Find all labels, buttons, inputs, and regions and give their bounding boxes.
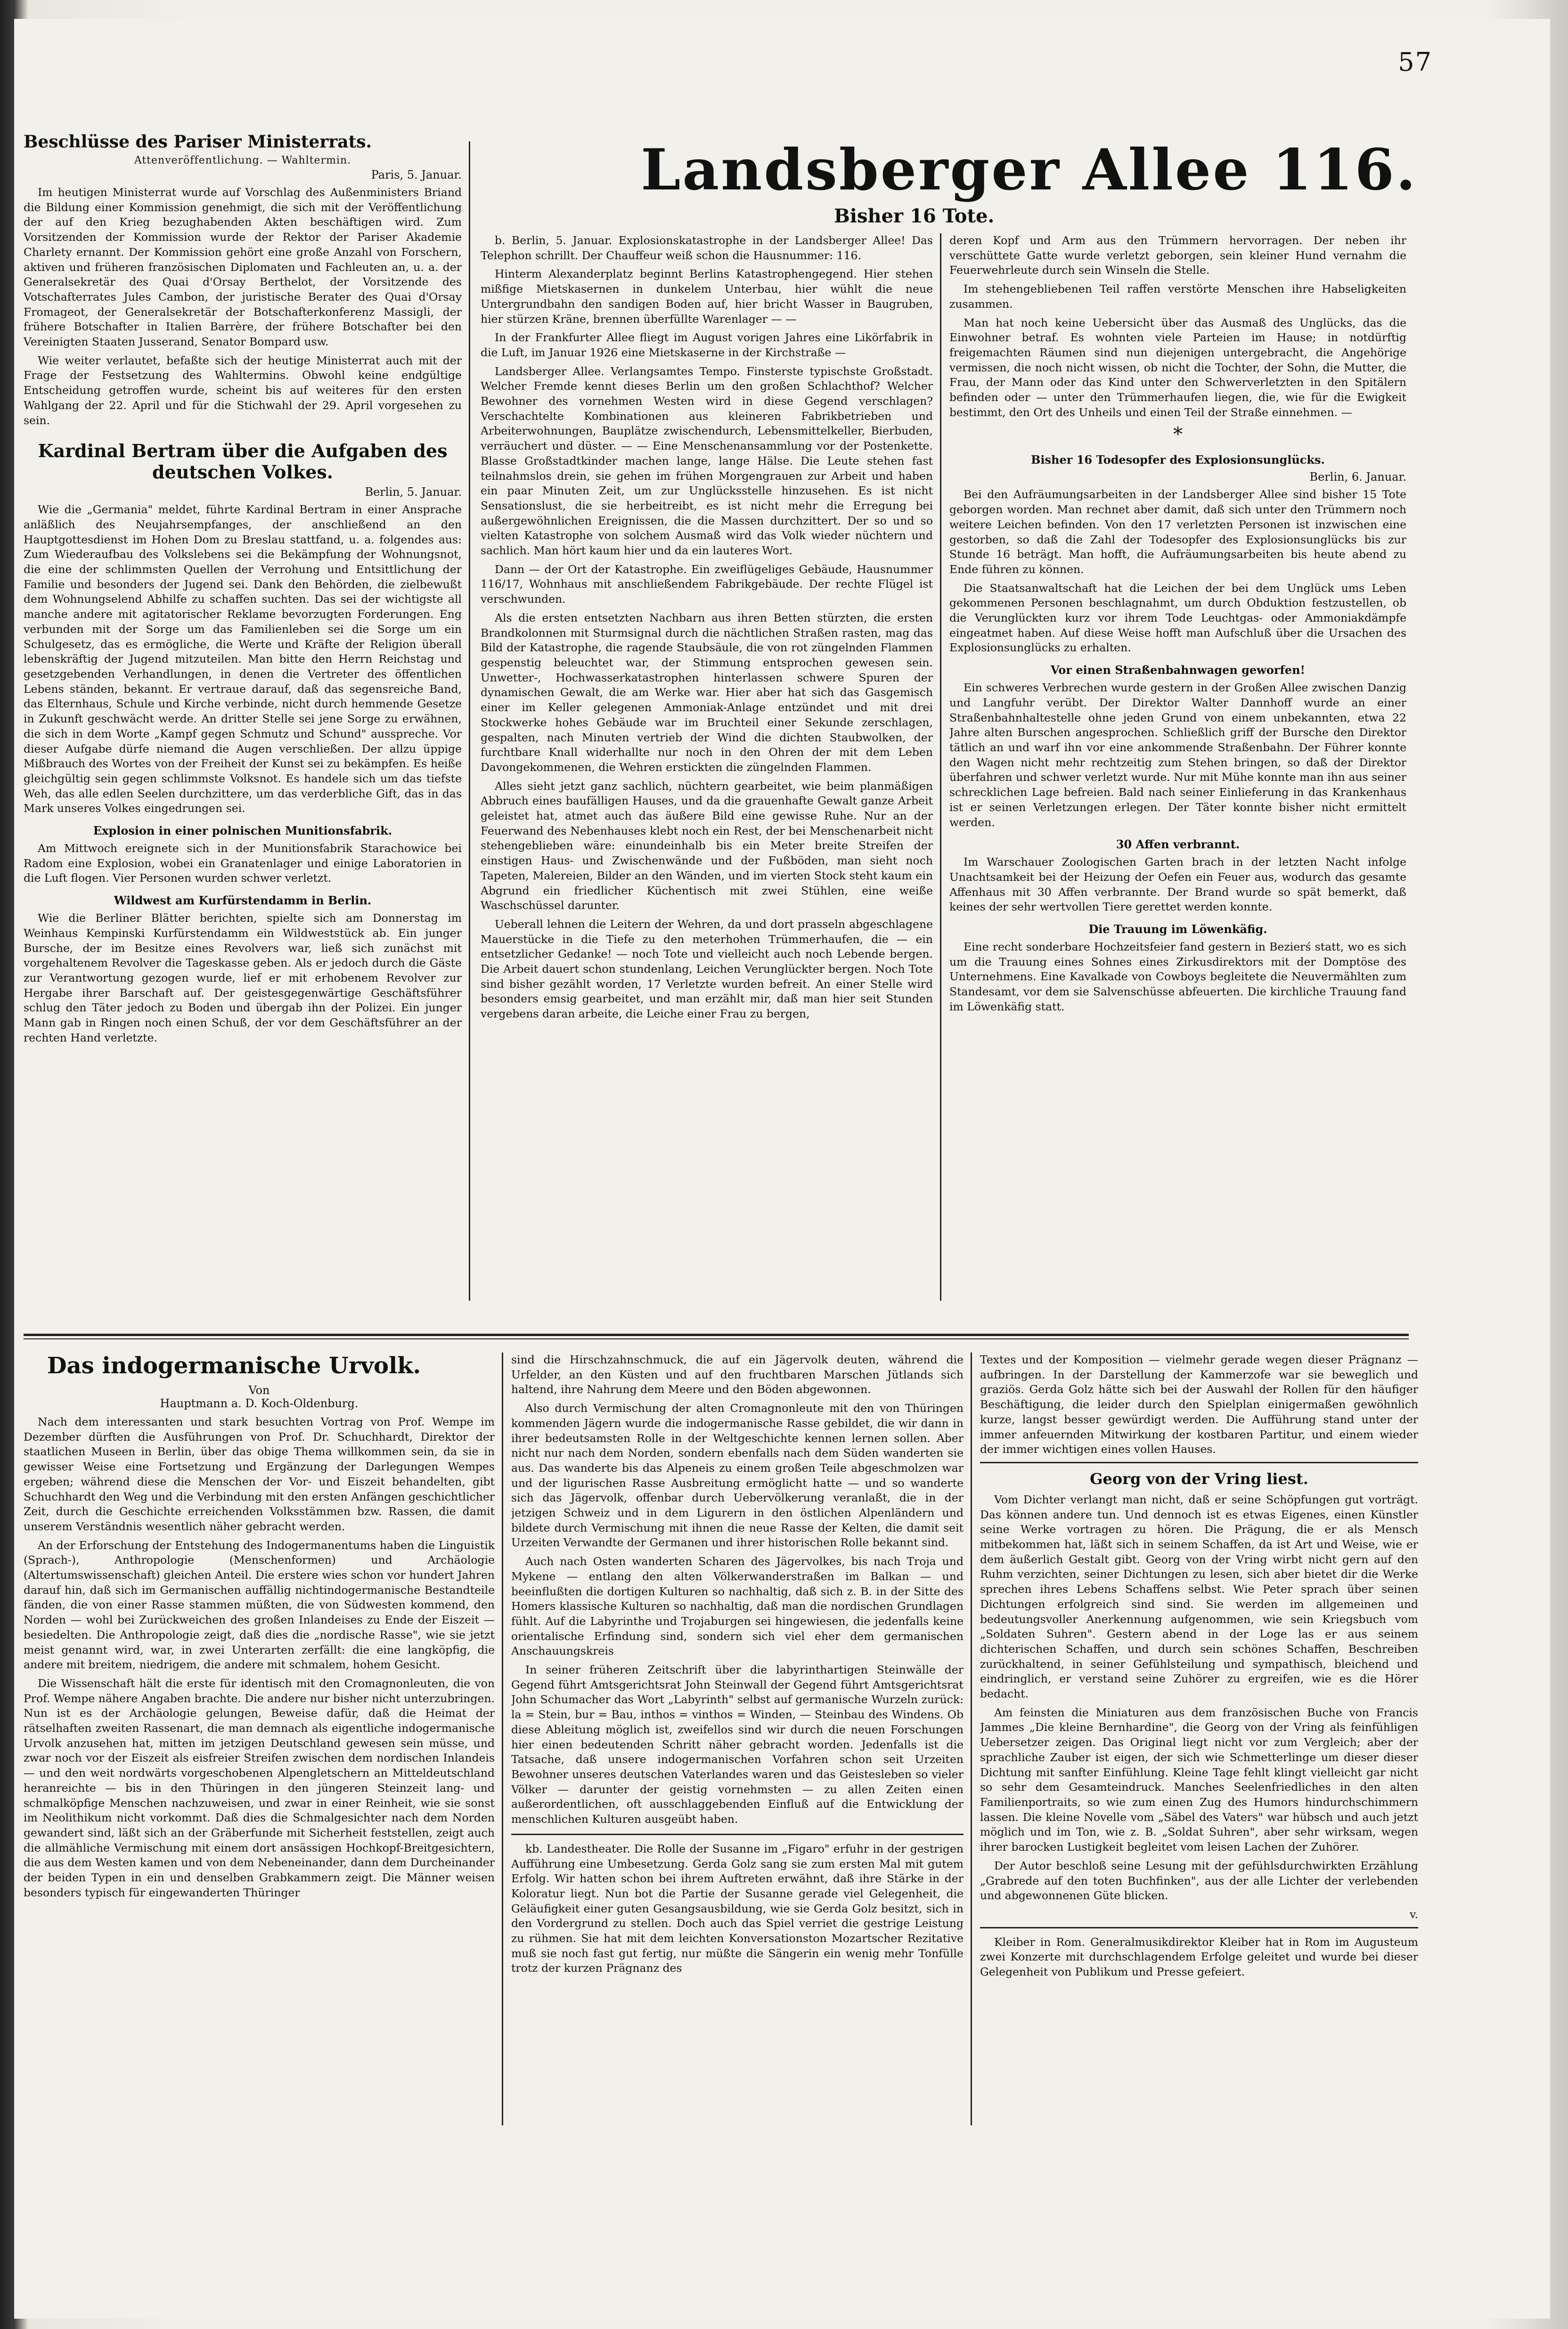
paragraph: Hinterm Alexanderplatz beginnt Berlins Katastrophengegend. Hier stehen mißfige Mietskasernen in dunkelem Unterbau, hier wühlt die neue Untergrundbahn den sandigen Boden auf, hier bricht Wasser in Baugruben, hier stürzen Kräne, brennen überfüllte Warenlager — — <box>481 267 933 326</box>
paragraph: Auch nach Osten wanderten Scharen des Jägervolkes, bis nach Troja und Mykene — entlang den alten Völkerwanderstraßen im Balkan — und beeinflußten die dortigen Kulturen so nachhaltig, daß sich z. B. in der Sitte des Homers klassische Kulturen so nachhaltig, daß man die nordischen Grundlagen fühlt. Auf die Labyrinthe und Trojaburgen sei hingewiesen, die jedenfalls keine orientalische Erfindung sind, sondern sich viel eher dem germanischen Anschauungskreis <box>511 1555 964 1658</box>
paragraph: Die Wissenschaft hält die erste für identisch mit den Cromagnonleuten, die von Prof. Wempe nähere Angaben brachte. Die andere nur bisher nicht unterzubringen. Nun ist es der Archäologie gelungen, Beweise dafür, daß die Heimat der rätselhaften zweiten Rassenart, die man demnach als eigentliche indogermanische Urvolk anzusehen hat, mitten im jetzigen Deutschland gewesen sein müsse, und zwar noch vor der Eiszeit als eisfreier Streifen zwischen dem nordischen Inlandeis — und den weit nordwärts vorgeschobenen Alpengletschern an Mitteldeutschland heranreichte — bis in den Thüringen in den jüngeren Steinzeit lang- und schmalköpfige Menschen nachzuweisen, und zwar in einer Reinheit, wie sie sonst im Neolithikum nicht vorkommt. Daß dies die Schmalgesichter nach dem Norden gewandert sind, läßt sich an der Gräberfunde mit Sicherheit feststellen, zeigt auch die allmähliche Vermischung mit einem dort ansässigen Hochkopf-Breitgesichtern, die aus dem Westen kamen und von dem Nebeneinander, dann dem Durcheinander der beiden Typen in ein und denselben Grabkammern zeigt. Die Männer weisen besonders typisch für eingewanderten Thüringer <box>24 1676 495 1899</box>
section-divider <box>24 1338 1409 1339</box>
article-title-trauung: Die Trauung im Löwenkäfig. <box>1088 922 1267 936</box>
paragraph: Landsberger Allee. Verlangsamtes Tempo. Finsterste typischste Großstadt. Welcher Fremde kennt dieses Berlin um den großen Schlachthof? Welcher Bewohner des vornehmen Westen wird in diese Gegend verschlagen? Verschachtelte Kombinationen aus kleineren Fabrikbetrieben und Arbeiterwohnungen, Bauplätze zwischendurch, Lebensmittelkeller, Bierbuden, verräuchert und düster. — — Eine Menschenansammlung vor der Postenkette. Blasse Großstadtkinder machen lange, lange Hälse. Die Leute stehen fast teilnahmslos drein, sie gehen im frühen Morgengrauen zur Arbeit und haben ein paar Minuten Zeit, um zur Unglücksstelle hinzusehen. Es ist nicht Sensationslust, die sie herbeitreibt, es ist nicht mehr die Erregung bei außergewöhnlichen Ereignissen, die die Massen durchzittert. Der so und so vielten Katastrophe von solchem Ausmaß wird das Volk wieder nüchtern und sachlich. Man hört kaum hier und da ein lauteres Wort. <box>481 364 933 558</box>
paragraph: Also durch Vermischung der alten Cromagnonleute mit den von Thüringen kommenden Jägern wurde die indogermanische Rasse gebildet, die wir dann in ihrer bedeutsamsten Rolle in der Weltgeschichte kennen lernen sollen. Aber nicht nur nach dem Norden, sondern ebenfalls nach dem Süden wanderten sie aus. Das wanderte bis das Alpeneis zu einem großen Teile abgeschmolzen war und der ligurischen Rasse Ausbreitung ermöglicht hatte — und so wanderte sich das Jägervolk, offenbar durch Uebervölkerung veranlaßt, die in der jetzigen Schweiz und in dem Ligurern in den östlichen Alpenländern und bildete durch Vermischung mit ihnen die neue Rasse der Kelten, die damit seit Urzeiten Verwandte der Germanen und ihrer historischen Rolle bekannt sind. <box>511 1402 964 1550</box>
paragraph: Wie die Berliner Blätter berichten, spielte sich am Donnerstag im Weinhaus Kempinski Kurfürstendamm ein Wildweststück ab. Ein junger Bursche, der im Besitze eines Revolvers war, ließ sich zunächst mit vorgehaltenem Revolver die Tageskasse geben. Als er jedoch durch die Gäste zur Verantwortung gezogen wurde, lief er mit erhobenem Revolver zur Hergabe ihrer Barschaft auf. Der geistesgegenwärtige Geschäftsführer schlug den Täter jedoch zu Boden und übergab ihn der Polizei. Ein junger Mann gab in Ringen noch einen Schuß, der vor dem Geschäftsführer an der rechten Hand verletzte. <box>24 911 462 1044</box>
dateline-berlin: Berlin, 5. Januar. <box>365 485 462 499</box>
article-separator <box>980 1462 1418 1463</box>
paragraph: Der Autor beschloß seine Lesung mit der gefühlsdurchwirkten Erzählung „Grabrede auf den toten Buchfinken", aus der alle Lichter der verlebenden und abgewonnenen Güte blicken. <box>980 1859 1418 1903</box>
paragraph: Ein schweres Verbrechen wurde gestern in der Großen Allee zwischen Danzig und Langfuhr verübt. Der Direktor Walter Dannhoff wurde an einer Straßenbahnhaltestelle ohne jeden Grund von einem unbekannten, etwa 22 Jahre alten Burschen angesprochen. Schließlich griff der Bursche den Direktor tätlich an und warf ihn vor eine ankommende Straßenbahn. Der Führer konnte den Wagen nicht mehr rechtzeitig zum Stehen bringen, so daß der Direktor überfahren und schwer verletzt wurde. Nur mit Mühe konnte man ihn aus seiner schrecklichen Lage befreien. Bald nach seiner Einlieferung in das Krankenhaus ist er seinen Verletzungen erlegen. Der Täter konnte bisher nicht ermittelt werden. <box>949 681 1406 829</box>
paragraph: Wie die „Germania" meldet, führte Kardinal Bertram in einer Ansprache anläßlich des Neujahrsempfanges, der anschließend an den Hauptgottesdienst im Hohen Dom zu Breslau stattfand, u. a. folgendes aus: Zum Wiederaufbau des Volkslebens sei die Bekämpfung der Wohnungsnot, die eine der schlimmsten Quellen der Verrohung und Entsittlichung der Familie und besonders der Jugend sei. Dank den Behörden, die zielbewußt dem Wohnungselend Abhilfe zu schaffen suchten. Das sei der wichtigste all manche andere mit agitatorischer Reklame bevorzugten Forderungen. Eng verbunden mit der Sorge um das Familienleben sei die Sorge um ein Schulgesetz, das es ermögliche, die Werte und Kräfte der Religion überall lebenskräftig der Jugend mitzuteilen. Man bitte den Herrn Reichstag und gesetzgebenden Verhandlungen, in denen die Vertreter des öffentlichen Lebens ständen, bekannt. Er vertraue darauf, daß das segensreiche Band, das Elternhaus, Schule und Kirche verbinde, nicht durch hemmende Gesetze in Zukunft geschwächt werde. An dritter Stelle sei jene Sorge zu erwähnen, die sich in dem Worte „Kampf gegen Schmutz und Schund" ausspreche. Vor dieser Aufgabe dürfe niemand die Augen verschließen. Der allzu üppige Mißbrauch des Wortes von der Freiheit der Kunst sei zu bekämpfen. Es heiße gleichgültig sein gegen schlimmste Volksnot. Es handele sich um das tiefste Weh, das alle edlen Seelen durchzittere, um das verderbliche Gift, das in das Mark unseres Volkes eingedrungen sei. <box>24 503 462 815</box>
paragraph: sind die Hirschzahnschmuck, die auf ein Jägervolk deuten, während die Urfelder, an den Küsten und auf den fruchtbaren Marschen Jütlands sich haltend, ihre Nahrung dem Meere und den Böden abgewonnen. <box>511 1353 964 1396</box>
paragraph: Man hat noch keine Uebersicht über das Ausmaß des Unglücks, das die Einwohner betraf. Es wohnten viele Parteien im Hause; in notdürftig freigemachten Räumen sind nun diejenigen untergebracht, die Angehörige vermissen, die noch nicht wissen, ob nicht die Tochter, der Sohn, die Mutter, die Frau, der Mann oder das Kind unter den Schwerverletzten in den Spitälern befinden oder — unter den Trümmerhaufen liegen, die, wie für die Ewigkeit bestimmt, den Ort des Unheils und einen Teil der Straße einnehmen. — <box>949 316 1406 419</box>
article-subtitle-ministerrat: Attenveröffentlichung. — Wahltermin. <box>134 155 351 166</box>
bottom-column-3 <box>980 1353 1418 2125</box>
paragraph: Kleiber in Rom. Generalmusikdirektor Kleiber hat in Rom im Augusteum zwei Konzerte mit durchschlagendem Erfolge geleitet und wurde bei dieser Gelegenheit von Publikum und Presse gefeiert. <box>980 1935 1418 1979</box>
dateline-berlin-6: Berlin, 6. Januar. <box>1309 470 1406 484</box>
paragraph: b. Berlin, 5. Januar. Explosionskatastrophe in der Landsberger Allee! Das Telephon schrillt. Der Chauffeur weiß schon die Hausnummer: 116. <box>481 234 933 262</box>
top-column-3 <box>949 233 1406 1301</box>
paragraph: Textes und der Komposition — vielmehr gerade wegen dieser Prägnanz — aufbringen. In der Darstellung der Kammerzofe war sie beweglich und graziös. Gerda Golz hätte sich bei der Auswahl der Rollen für den häufiger Beschäftigung, die leider durch den Spielplan einigermaßen gewöhnlich kurze, langst besser gewürdigt werden. Die Aufführung stand unter der immer anfeuernden Mitwirkung der kostbaren Partitur, und einem wieder der immer wichtigen eines vollen Hauses. <box>980 1353 1418 1456</box>
paragraph: Als die ersten entsetzten Nachbarn aus ihren Betten stürzten, die ersten Brandkolonnen mit Sturmsignal durch die nächtlichen Straßen rasten, mag das Bild der Katastrophe, die ragende Staubsäule, die von rot züngelnden Flammen gespenstig beleuchtet war, der Stimmung entsprochen gewesen sein. Unwetter-, Hochwasserkatastrophen hinterlassen schwere Spuren der dynamischen Gewalt, die am Werke war. Hier aber hat sich das Gasgemisch einer im Keller gelegenen Ammoniak-Anlage entzündet und mit drei Stockwerke hohes Gebäude war im Bruchteil einer Sekunde zerschlagen, gespalten, nach Minuten vertrieb der Wind die dichten Staubwolken, der furchtbare Knall widerhallte nur noch in den Ohren der mit dem Leben Davongekommenen, die Wehren erstickten die züngelnden Flammen. <box>481 611 933 774</box>
paragraph: Bei den Aufräumungsarbeiten in der Landsberger Allee sind bisher 15 Tote geborgen worden. Man rechnet aber damit, daß sich unter den Trümmern noch weitere Leichen befinden. Von den 17 verletzten Personen ist inzwischen eine gestorben, so daß die Zahl der Todesopfer des Explosionsunglücks bis zur Stunde 16 beträgt. Man hofft, die Aufräumungsarbeiten bis heute abend zu Ende führen zu können. <box>949 488 1406 576</box>
paragraph: Dann — der Ort der Katastrophe. Ein zweiflügeliges Gebäude, Hausnummer 116/17, Wohnhaus mit anschließendem Fabrikgebäude. Der rechte Flügel ist verschwunden. <box>481 562 933 606</box>
article-separator <box>980 1927 1418 1928</box>
paragraph: Im stehengebliebenen Teil raffen verstörte Menschen ihre Habseligkeiten zusammen. <box>949 282 1406 311</box>
dateline-paris: Paris, 5. Januar. <box>371 168 462 181</box>
paragraph: Nach dem interessanten und stark besuchten Vortrag von Prof. Wempe im Dezember dürften die Ausführungen von Prof. Dr. Schuchhardt, Direktor der staatlichen Museen in Berlin, über das obige Thema willkommen sein, da sie in gewisser Weise eine Fortsetzung und Ergänzung der Darlegungen Wempes ergeben; während diese die Menschen der Vor- und Eiszeit behandelten, gibt Schuchhardt den Weg und die Verbindung mit den ersten Anfängen geschichtlicher Zeit, durch die Geschichte erreichenden Volksstämmen bzw. Rassen, die damit unserem Verständnis wesentlich näher gebracht werden. <box>24 1415 495 1533</box>
article-title-wildwest: Wildwest am Kurfürstendamm in Berlin. <box>114 894 372 908</box>
paragraph: Im Warschauer Zoologischen Garten brach in der letzten Nacht infolge Unachtsamkeit bei der Heizung der Oefen ein Feuer aus, wodurch das gesamte Affenhaus mit 30 Affen verbrannte. Der Brand wurde so spät bemerkt, daß keines der sehr wertvollen Tiere gerettet werden konnte. <box>949 855 1406 914</box>
paragraph: Ueberall lehnen die Leitern der Wehren, da und dort prasseln abgeschlagene Mauerstücke in die Tiefe zu den meterhohen Trümmerhaufen, die — ein entsetzlicher Gedanke! — noch Tote und vielleicht auch noch Lebende bergen. Die Arbeit dauert schon stundenlang, Leichen Verunglückter bergen. Noch Tote sind bisher gezählt worden, 17 Verletzte wurden befreit. An einer Stelle wird besonders emsig gearbeitet, und man erzählt mir, daß man hier seit Stunden vergebens daran arbeite, die Leiche einer Frau zu bergen, <box>481 917 933 1021</box>
theater-paragraph: kb. Landestheater. Die Rolle der Susanne im „Figaro" erfuhr in der gestrigen Aufführung eine Umbesetzung. Gerda Golz sang sie zum ersten Mal mit gutem Erfolg. Wir hatten schon bei ihrem Auftreten erwähnt, daß ihre Stärke in der Koloratur liegt. Nun bot die Partie der Susanne gerade viel Gelegenheit, die Geläufigkeit einer guten Gesangsausbildung, wie sie Gerda Golz besitzt, sich in den Vordergrund zu stellen. Doch auch das Spiel verriet die gestrige Leistung zu rühmen. Sie hat mit dem leichten Konversationston Mozartscher Rezitative muß sie noch fast gut fertig, nur müßte die Sängerin ein wenig mehr Tonfülle trotz der kurzen Prägnanz des <box>511 1842 964 1975</box>
paragraph: An der Erforschung der Entstehung des Indogermanentums haben die Linguistik (Sprach-), Anthropologie (Menschenformen) und Archäologie (Altertumswissenschaft) gleichen Anteil. Die erstere wies schon vor hundert Jahren darauf hin, daß sich im Germanischen auffällig nichtindogermanische Bestandteile fänden, die von einer Rasse stammen müßten, die von Südwesten kommend, den Norden — wohl bei Zurückweichen des großen Inlandeises zu Ende der Eiszeit — besiedelten. Die Anthropologie zeigt, daß dies die „nordische Rasse", wie sie jetzt meist genannt wird, war, in zwei Unterarten zerfällt: die eine langköpfig, die andere mit breitem, niedrigem, die andere mit schmalem, hohem Gesicht. <box>24 1538 495 1672</box>
paragraph: In der Frankfurter Allee fliegt im August vorigen Jahres eine Likörfabrik in die Luft, im Januar 1926 eine Mietskaserne in der Kirchstraße — <box>481 331 933 359</box>
article-title-strassenbahn: Vor einen Straßenbahnwagen geworfen! <box>1050 663 1306 677</box>
bottom-column-1 <box>24 1353 495 2125</box>
paragraph: Die Staatsanwaltschaft hat die Leichen der bei dem Unglück ums Leben gekommenen Personen beschlagnahmt, um durch Obduktion festzustellen, ob die Verunglückten kurz vor ihrem Tode Leuchtgas- oder Ammoniakdämpfe eingeatmet haben. Auf diese Weise hofft man Aufschluß über die Ursachen des Explosionsunglücks zu erhalten. <box>949 581 1406 655</box>
column-rule <box>940 233 941 1301</box>
page-number: 57 <box>1398 47 1432 77</box>
paragraph: Im heutigen Ministerrat wurde auf Vorschlag des Außenministers Briand die Bildung einer Kommission genehmigt, die sich mit der Veröffentlichung der auf den Krieg bezughabenden Akten beschäftigen wird. Zum Vorsitzenden der Kommission wurde der Rektor der Pariser Akademie Charlety ernannt. Der Kommission gehört eine große Anzahl von Forschern, aktiven und früheren französischen Diplomaten und Fachleuten an, u. a. der Generalsekretär des Quai d'Orsay Berthelot, der Vorsitzende des Votschafterrates Jules Cambon, der juristische Berater des Quai d'Orsay Fromageot, der Generalsekretär der Botschafterkonferenz Massigli, der frühere Botschafter in Italien Barrère, der frühere Botschafter bei den Vereinigten Staaten Jusserand, Senator Bompard usw. <box>24 186 462 349</box>
newspaper-page <box>14 19 1550 2319</box>
article-title-explosion: Explosion in einer polnischen Munitionsfabrik. <box>93 824 392 838</box>
bottom-column-2 <box>511 1353 964 2125</box>
paragraph: Wie weiter verlautet, befaßte sich der heutige Ministerrat auch mit der Frage der Festsetzung des Wahltermins. Obwohl keine endgültige Entscheidung getroffen wurde, scheint bis auf weiteres für den ersten Wahlgang der 22. April und für die Stichwahl der 29. April vorgesehen zu sein. <box>24 353 462 427</box>
paragraph: deren Kopf und Arm aus den Trümmern hervorragen. Der neben ihr verschüttete Gatte wurde verletzt geborgen, sein kleiner Hund vernahm die Feuerwehrleute durch sein Winseln die Stelle. <box>949 234 1406 277</box>
paragraph: Alles sieht jetzt ganz sachlich, nüchtern gearbeitet, wie beim planmäßigen Abbruch eines baufälligen Hauses, und da die grauenhafte Gewalt ganze Arbeit geleistet hat, atmet auch das äußere Bild eine gewisse Ruhe. Nur an der Feuerwand des Nebenhauses klebt noch ein Rest, der bei Menschenarbeit nicht stehengeblieben wäre: einundeinhalb bis ein Meter breite Streifen der einstigen Haus- und Zwischenwände und der Fußböden, man sieht noch Tapeten, Malereien, Bilder an den Wänden, und im vierten Stock steht kaum ein Abgrund ein friedlicher Küchentisch mit zwei Stühlen, eine weiße Waschschüssel darunter. <box>481 779 933 912</box>
column-rule <box>502 1353 503 2125</box>
paragraph: In seiner früheren Zeitschrift über die labyrinthartigen Steinwälle der Gegend führt Amtsgerichtsrat John Steinwall der Gegend führt Amtsgerichtsrat John Schumacher das Wort „Labyrinth" selbst auf germanische Wurzeln zurück: la = Stein, bur = Bau, inthos = vinthos = Winden, — Steinbau des Windens. Ob diese Ableitung möglich ist, zweifellos sind wir durch die neuen Forschungen hier einen bedeutenden Schritt näher gebracht worden. Jedenfalls ist die Tatsache, daß unsere indogermanischen Vorfahren schon seit Urzeiten Bewohner unseres deutschen Vaterlandes waren und das Geistesleben so vieler Völker — darunter der geistig vornehmsten — zu allen Zeiten einen außerordentlichen, oft ausschlaggebenden Einfluß auf die Entwicklung der menschlichen Kulturen ausgeübt haben. <box>511 1663 964 1826</box>
article-title-affen: 30 Affen verbrannt. <box>1116 837 1240 852</box>
byline-author: Hauptmann a. D. Koch-Oldenburg. <box>160 1397 359 1410</box>
article-title-todesopfer: Bisher 16 Todesopfer des Explosionsunglücks. <box>1031 453 1325 467</box>
top-column-2 <box>481 233 933 1301</box>
main-headline: Landsberger Allee 116. <box>641 137 1418 203</box>
article-title-vring: Georg von der Vring liest. <box>1090 1469 1308 1488</box>
column-rule <box>469 141 470 1301</box>
column-rule <box>971 1353 972 2125</box>
paragraph: Vom Dichter verlangt man nicht, daß er seine Schöpfungen gut vorträgt. Das können andere tun. Und dennoch ist es etwas Eigenes, einen Künstler seine Werke vortragen zu hören. Die Prägung, die er als Mensch mitbekommen hat, läßt sich in seinem Schaffen, da ist Art und Weise, wie er dem äußerlich Gestalt gibt. Georg von der Vring wirbt nicht gern auf den Ruhm verzichten, seiner Dichtungen zu lesen, sich aber bietet dir die Werke sprechen ihres Lebens Schaffens selbst. Wie Peter sprach über seinen Dichtungen erfolgreich sind sind. Sie werden im allgemeinen und bedeutungsvoller Anerkennung aufgenommen, wie sein Kriegsbuch vom „Soldaten Suhren". Gestern abend in der Loge las er aus seinem dichterischen Schaffen, und durch sein schönes Schaffen, Beschreiben zurückhaltend, in seiner Gefühlsteilung und sympathisch, bleichend und eindringlich, er verstand seine Zuhörer zu ergreifen, wie es die Hörer bedacht. <box>980 1493 1418 1701</box>
paragraph: Am feinsten die Miniaturen aus dem französischen Buche von Francis Jammes „Die kleine Bernhardine", die Georg von der Vring als feinfühligen Uebersetzer zeigen. Das Original liegt nicht vor zum Vergleich; aber der sprachliche Zauber ist eigen, der sich wie Schmetterlinge um dieser dieser Dichtung mit sanfter Einfühlung. Kleine Tage fehlt klingt vielleicht gar nicht so sehr dem Gesamteindruck. Manches Seelenfriedliches in den alten Familienportraits, so wie zum einen Zug des Humors hindurchschimmern lassen. Die kleine Novelle vom „Säbel des Vaters" war hübsch und auch jetzt möglich und im Ton, wie z. B. „Soldat Suhren", aber sehr wirksam, wegen ihrer barocken Lustigkeit begleitet vom leisen Lachen der Zuhörer. <box>980 1706 1418 1854</box>
main-subheadline: Bisher 16 Tote. <box>834 205 995 227</box>
paragraph: Am Mittwoch ereignete sich in der Munitionsfabrik Starachowice bei Radom eine Explosion, wobei ein Granatenlager und einige Laboratorien in die Luft flogen. Vier Personen wurden schwer verletzt. <box>24 842 462 885</box>
top-column-1 <box>24 132 462 1301</box>
article-title-urvolk: Das indogermanische Urvolk. <box>47 1353 421 1379</box>
author-sign: v. <box>1410 1907 1418 1921</box>
section-divider <box>24 1334 1409 1336</box>
byline-von: Von <box>248 1384 270 1397</box>
article-separator <box>511 1834 964 1835</box>
article-title-ministerrat: Beschlüsse des Pariser Ministerrats. <box>24 132 372 152</box>
paragraph: Eine recht sonderbare Hochzeitsfeier fand gestern in Bezierś statt, wo es sich um die Trauung eines Sohnes eines Zirkusdirektors mit der Domptöse des Unternehmens. Eine Kavalkade von Cowboys begleitete die Neuvermählten zum Standesamt, vor dem sie Salvenschüsse abfeuerten. Die kirchliche Trauung fand im Löwenkäfig statt. <box>949 940 1406 1013</box>
article-title-bertram: Kardinal Bertram über die Aufgaben des deutschen Volkes. <box>38 440 448 483</box>
section-star: * <box>1173 424 1183 446</box>
